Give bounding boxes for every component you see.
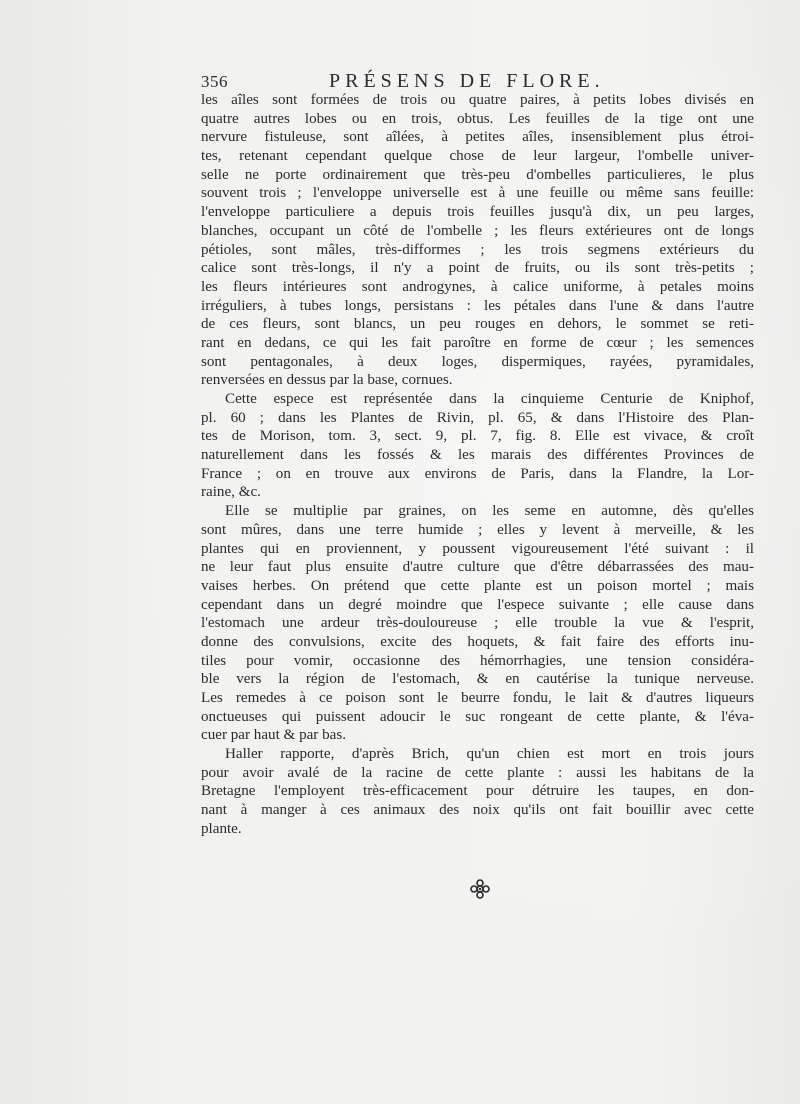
text-line: blanches, occupant un côté de l'ombelle ; les fleurs extérieures ont de longs — [201, 222, 754, 239]
text-line: quatre autres lobes ou en trois, obtus. Les feuilles de la tige ont une — [201, 110, 754, 127]
running-title: PRÉSENS DE FLORE. — [329, 70, 605, 92]
text-line: l'estomach une ardeur très-douloureuse ; elle trouble la vue & l'esprit, — [201, 615, 754, 632]
text-line: Elle se multiplie par graines, on les seme en automne, dès qu'elles — [225, 503, 754, 520]
text-line: de ces fleurs, sont blancs, un peu rouges en dehors, le sommet se reti- — [201, 316, 754, 333]
text-line: Les remedes à ce poison sont le beurre fondu, le lait & d'autres liqueurs — [201, 690, 754, 706]
text-line: vaises herbes. On prétend que cette plante est un poison mortel ; mais — [201, 577, 754, 594]
text-line: sont pentagonales, à deux loges, dispermiques, rayées, pyramidales, — [201, 353, 754, 370]
text-line: naturellement dans les fossés & les marais des différentes Provinces de — [201, 447, 754, 464]
text-line: plante. — [201, 820, 242, 837]
text-line: tiles pour vomir, occasionne des hémorrhagies, une tension considéra- — [201, 652, 754, 669]
text-line: nervure fistuleuse, sont aîlées, à petites aîles, insensiblement plus étroi- — [201, 129, 754, 146]
text-line: calice sont très-longs, il n'y a point de fruits, ou ils sont très-petits ; — [201, 260, 754, 277]
body-text — [201, 91, 754, 839]
text-line: souvent trois ; l'enveloppe universelle est à une feuille ou même sans feuille: — [201, 185, 754, 202]
text-line: les fleurs intérieures sont androgynes, à calice uniforme, à petales moins — [201, 278, 754, 295]
text-line: sont mûres, dans une terre humide ; elles y levent à merveille, & les — [201, 521, 754, 538]
text-line: tes de Morison, tom. 3, sect. 9, pl. 7, fig. 8. Elle est vivace, & croît — [201, 428, 754, 445]
text-line: renversées en dessus par la base, cornues. — [201, 372, 453, 389]
text-line: ble vers la région de l'estomach, & en cautérise la tunique nerveuse. — [201, 671, 754, 688]
text-line: tes, retenant cependant quelque chose de leur largeur, l'ombelle univer- — [201, 148, 754, 165]
text-line: pétioles, sont mâles, très-difformes ; les trois segmens extérieurs du — [201, 241, 754, 258]
text-line: cependant dans un degré moindre que l'espece suivante ; elle cause dans — [201, 596, 754, 613]
text-line: les aîles sont formées de trois ou quatre paires, à petits lobes divisés en — [201, 92, 754, 108]
text-line: pour avoir avalé de la racine de cette plante : aussi les habitans de la — [201, 764, 754, 781]
text-line: onctueuses qui puissent adoucir le suc rongeant de cette plante, & l'éva- — [201, 708, 754, 725]
text-line: Haller rapporte, d'après Brich, qu'un chien est mort en trois jours — [225, 746, 754, 763]
text-line: rant en dedans, ce qui les fait paroître en forme de cœur ; les semences — [201, 334, 754, 351]
text-line: donne des convulsions, excite des hoquets, & fait faire des efforts inu- — [201, 633, 754, 650]
text-line: Cette espece est représentée dans la cinquieme Centurie de Kniphof, — [225, 391, 754, 407]
text-line: raine, &c. — [201, 484, 261, 501]
text-line: pl. 60 ; dans les Plantes de Rivin, pl. 65, & dans l'Histoire des Plan- — [201, 409, 754, 426]
text-line: France ; on en trouve aux environs de Paris, dans la Flandre, la Lor- — [201, 465, 754, 482]
text-line: l'enveloppe particuliere a depuis trois feuilles jusqu'à dix, un peu larges, — [201, 204, 754, 221]
text-line: ne leur faut plus ensuite d'autre culture que d'être débarrassées des mau- — [201, 559, 754, 576]
text-line: selle ne porte ordinairement que très-peu d'ombelles particulieres, le plus — [201, 166, 754, 183]
text-line: nant à manger à ces animaux des noix qu'ils ont fait bouillir avec cette — [201, 802, 754, 819]
text-line: irréguliers, à tubes longs, persistans : les pétales dans l'une & dans l'autre — [201, 297, 754, 314]
text-line: Bretagne l'employent très-efficacement pour détruire les taupes, en don- — [201, 783, 754, 800]
text-line: cuer par haut & par bas. — [201, 727, 347, 744]
text-line: plantes qui en proviennent, y poussent vigoureusement l'été suivant : il — [201, 540, 754, 557]
page-number: 356 — [201, 72, 228, 91]
fleuron-ornament-icon — [469, 878, 491, 900]
